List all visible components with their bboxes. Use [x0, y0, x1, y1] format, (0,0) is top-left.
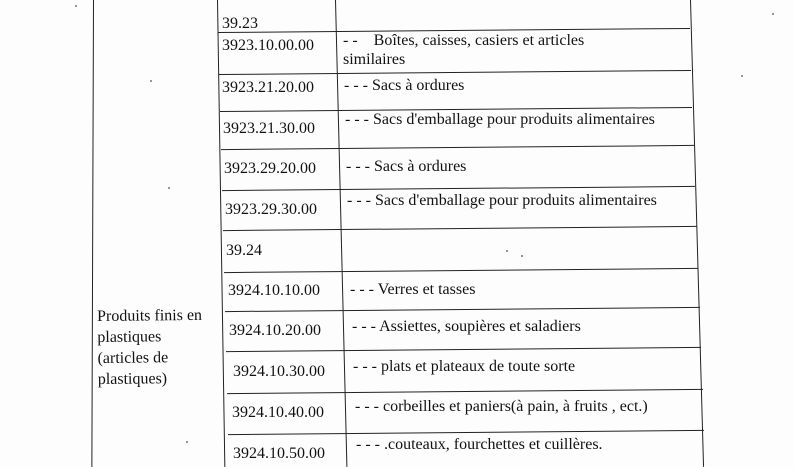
- tariff-code: 3923.10.00.00: [222, 37, 314, 54]
- tariff-code: 3923.29.30.00: [225, 201, 317, 218]
- row-separator: [225, 307, 700, 312]
- tariff-heading-code: 39.24: [226, 242, 262, 259]
- tariff-description: - - Boîtes, caisses, casiers et articles similaires: [343, 32, 585, 68]
- tariff-code: 3924.10.20.00: [229, 322, 321, 339]
- tariff-description: - - - plats et plateaux de toute sorte: [353, 358, 576, 375]
- tariff-description: - - - Sacs à ordures: [344, 77, 465, 94]
- row-separator: [227, 389, 703, 394]
- tariff-description: - - - Assiettes, soupières et saladiers: [352, 318, 581, 335]
- row-separator: [219, 70, 691, 75]
- tariff-description: - - - corbeilles et paniers(à pain, à fruits , ect.): [355, 398, 648, 415]
- scan-speck: [186, 441, 188, 443]
- tariff-description: - - - Sacs d'emballage pour produits alimentaires: [345, 111, 655, 128]
- tariff-code: 3924.10.30.00: [233, 363, 325, 380]
- tariff-code: 3923.29.20.00: [224, 160, 316, 177]
- tariff-description: - - - .couteaux, fourchettes et cuillères.: [356, 436, 603, 453]
- category-label: Produits finis en plastiques (articles de plastiques): [97, 306, 203, 388]
- tariff-description: - - - Verres et tasses: [350, 281, 476, 298]
- scan-speck: [168, 187, 170, 189]
- tariff-description: - - - Sacs d'emballage pour produits alimentaires: [347, 192, 657, 209]
- scan-speck: [150, 80, 152, 82]
- code-column-left-border: [217, 0, 225, 467]
- row-separator: [223, 226, 697, 231]
- scan-speck: [741, 75, 743, 77]
- tariff-heading-code: 39.23: [222, 15, 258, 32]
- tariff-code: 3924.10.40.00: [232, 404, 324, 421]
- code-column-right-border: [335, 0, 347, 467]
- scan-speck: [772, 13, 774, 15]
- tariff-description: - - - Sacs à ordures: [346, 158, 467, 175]
- tariff-code: 3924.10.50.00: [233, 445, 325, 462]
- tariff-code: 3923.21.30.00: [223, 120, 315, 137]
- scan-speck: [521, 255, 523, 257]
- tariff-code: 3924.10.10.00: [228, 282, 320, 299]
- row-separator: [224, 268, 698, 273]
- row-separator: [221, 145, 694, 150]
- table-right-border: [690, 0, 704, 467]
- row-separator: [226, 347, 701, 352]
- table-left-border: [91, 0, 94, 467]
- tariff-code: 3923.21.20.00: [222, 79, 314, 96]
- scan-speck: [75, 5, 77, 7]
- scan-speck: [506, 250, 508, 252]
